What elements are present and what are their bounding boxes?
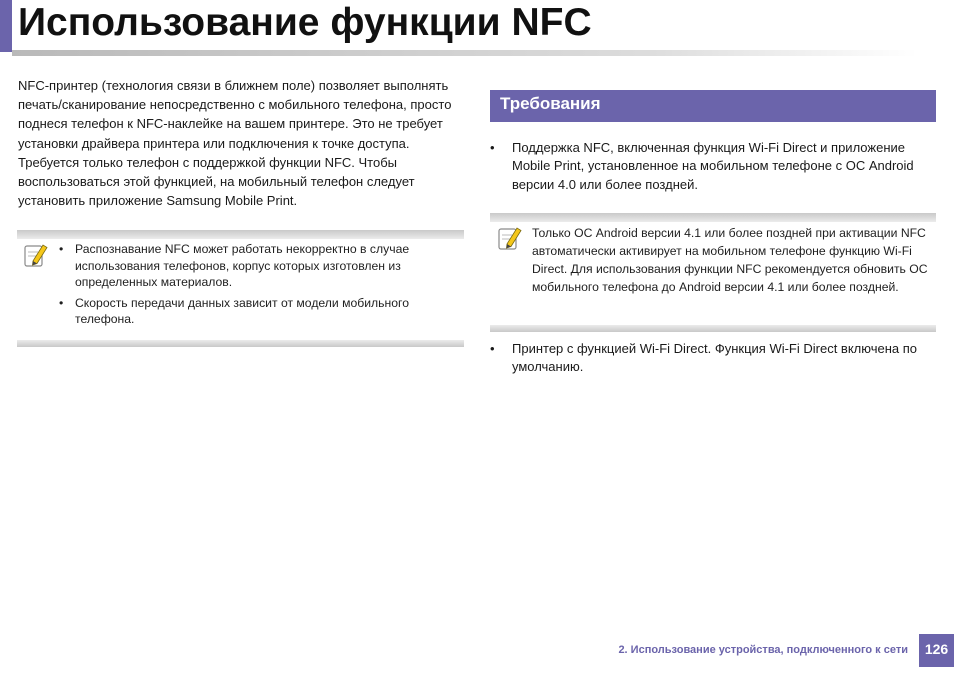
note-pencil-icon bbox=[24, 242, 48, 268]
note-pencil-icon bbox=[498, 225, 522, 251]
footer-chapter-link[interactable]: 2. Использование устройства, подключенного к сети bbox=[618, 644, 908, 656]
list-item: • Распознавание NFC может работать некорректно в случае использования телефонов, корпус которых изготовлен из определенных материалов. bbox=[59, 241, 453, 291]
note-top-rule bbox=[17, 230, 464, 239]
note-bottom-rule bbox=[490, 325, 936, 332]
title-divider bbox=[12, 50, 917, 56]
note-bottom-rule bbox=[17, 340, 464, 347]
page-number: 126 bbox=[919, 634, 954, 667]
requirements-list bbox=[490, 340, 936, 377]
note-box-right bbox=[490, 213, 936, 332]
section-header-requirements: Требования bbox=[490, 90, 936, 122]
note-box-left bbox=[17, 230, 464, 347]
requirements-list bbox=[490, 139, 936, 194]
title-accent-bar bbox=[0, 0, 12, 52]
list-item: • Принтер с функцией Wi-Fi Direct. Функция Wi-Fi Direct включена по умолчанию. bbox=[490, 340, 936, 377]
note-text: Только ОС Android версии 4.1 или более поздней при активации NFC автоматически активирует на мобильном телефоне функцию Wi-Fi Direct. Для использования функции NFC рекомендуется обновить ОС мобильного телефона до Android версии 4.1 или более поздней. bbox=[532, 226, 928, 294]
page-title: Использование функции NFC bbox=[18, 1, 592, 44]
note-list bbox=[59, 241, 453, 332]
intro-paragraph: NFC-принтер (технология связи в ближнем поле) позволяет выполнять печать/сканирование непосредственно с мобильного телефона, просто поднеся телефон к NFC-наклейке на вашем принтере. Это не требует установки драйвера принтера или подключения к точке доступа. Требуется только телефон с поддержкой функции NFC. Чтобы воспользоваться этой функцией, на мобильный телефон следует установить приложение Samsung Mobile Print. bbox=[18, 78, 452, 209]
note-top-rule bbox=[490, 213, 936, 222]
list-item: • Скорость передачи данных зависит от модели мобильного телефона. bbox=[59, 295, 453, 328]
list-item: • Поддержка NFC, включенная функция Wi-Fi Direct и приложение Mobile Print, установленное на мобильном телефоне с ОС Android версии 4.0 или более поздней. bbox=[490, 139, 936, 194]
